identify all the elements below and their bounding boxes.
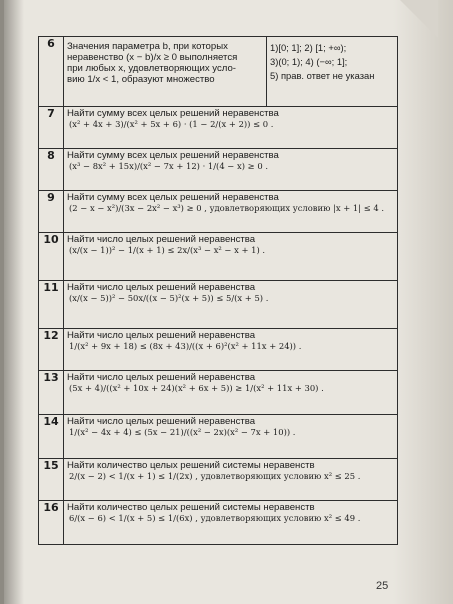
task-formula: (x/(x − 5))² − 50x/((x − 5)²(x + 5)) ≤ 5/(x + 5) . — [69, 293, 269, 303]
task-title: Найти число целых решений неравенства — [67, 234, 256, 245]
task-number: 12 — [39, 329, 64, 371]
task-number: 14 — [39, 415, 64, 459]
task-statement — [64, 371, 398, 415]
task-formula: 1/(x² − 4x + 4) ≤ (5x − 21)/((x² − 2x)(x² − 7x + 10)) . — [69, 427, 296, 437]
task-row — [39, 415, 398, 459]
page-fold-corner — [400, 0, 438, 38]
task-title: Найти число целых решений неравенства — [67, 330, 256, 341]
task-number: 13 — [39, 371, 64, 415]
task-row — [39, 37, 398, 107]
task-title: Найти число целых решений неравенства — [67, 416, 256, 427]
task-line: при любых x, удовлетворяющих усло- — [67, 63, 237, 74]
task-title: Найти сумму всех целых решений неравенства — [67, 108, 279, 119]
task-statement — [64, 191, 398, 233]
task-number: 11 — [39, 281, 64, 329]
task-row — [39, 459, 398, 501]
answer-options — [267, 37, 398, 107]
task-row — [39, 191, 398, 233]
task-formula: (x² + 4x + 3)/(x² + 5x + 6) · (1 − 2/(x + 2)) ≤ 0 . — [69, 119, 274, 129]
task-title: Найти количество целых решений системы неравенств — [67, 502, 315, 513]
task-statement — [64, 415, 398, 459]
task-title: Найти число целых решений неравенства — [67, 282, 256, 293]
task-statement — [64, 459, 398, 501]
task-statement — [64, 233, 398, 281]
task-statement — [64, 37, 267, 107]
book-page — [4, 0, 453, 604]
task-title: Найти сумму всех целых решений неравенства — [67, 150, 279, 161]
answer-option: 3)(0; 1); 4) (−∞; 1]; — [270, 56, 348, 67]
task-line: Значения параметра b, при которых — [67, 41, 228, 52]
task-row — [39, 501, 398, 545]
task-statement — [64, 281, 398, 329]
task-number: 10 — [39, 233, 64, 281]
task-number: 6 — [39, 37, 64, 107]
task-formula: (5x + 4)/((x² + 10x + 24)(x² + 6x + 5)) ≥ 1/(x² + 11x + 30) . — [69, 383, 324, 393]
task-number: 16 — [39, 501, 64, 545]
task-title: Найти количество целых решений системы неравенств — [67, 460, 315, 471]
task-statement — [64, 329, 398, 371]
task-statement — [64, 107, 398, 149]
task-number: 9 — [39, 191, 64, 233]
task-statement — [64, 501, 398, 545]
page-gutter-shadow — [4, 0, 24, 604]
task-formula: 2/(x − 2) < 1/(x + 1) ≤ 1/(2x) , удовлетворяющих условию x² ≤ 25 . — [69, 471, 361, 481]
page-edge-shadow — [393, 0, 453, 604]
task-number: 15 — [39, 459, 64, 501]
task-row — [39, 149, 398, 191]
task-statement — [64, 149, 398, 191]
task-row — [39, 281, 398, 329]
task-row — [39, 329, 398, 371]
task-number: 8 — [39, 149, 64, 191]
task-formula: 6/(x − 6) < 1/(x + 5) ≤ 1/(6x) , удовлетворяющих условию x² ≤ 49 . — [69, 513, 361, 523]
task-row — [39, 107, 398, 149]
task-formula: (x/(x − 1))² − 1/(x + 1) ≤ 2x/(x³ − x² − x + 1) . — [69, 245, 266, 255]
tasks-table — [38, 36, 398, 545]
task-title: Найти сумму всех целых решений неравенства — [67, 192, 279, 203]
task-line: вию 1/x < 1, образуют множество — [67, 74, 215, 85]
task-title: Найти число целых решений неравенства — [67, 372, 256, 383]
task-formula: (2 − x − x²)/(3x − 2x² − x³) ≥ 0 , удовлетворяющих условию |x + 1| ≤ 4 . — [69, 203, 385, 213]
page-number: 25 — [376, 580, 389, 592]
task-formula: 1/(x² + 9x + 18) ≤ (8x + 43)/((x + 6)²(x² + 11x + 24)) . — [69, 341, 302, 351]
answer-option: 5) прав. ответ не указан — [270, 70, 375, 81]
task-formula: (x³ − 8x² + 15x)/(x² − 7x + 12) · 1/(4 − x) ≥ 0 . — [69, 161, 268, 171]
task-row — [39, 371, 398, 415]
answer-option: 1)[0; 1]; 2) [1; +∞); — [270, 42, 347, 53]
task-number: 7 — [39, 107, 64, 149]
task-line: неравенство (x − b)/x ≥ 0 выполняется — [67, 52, 238, 63]
task-row — [39, 233, 398, 281]
